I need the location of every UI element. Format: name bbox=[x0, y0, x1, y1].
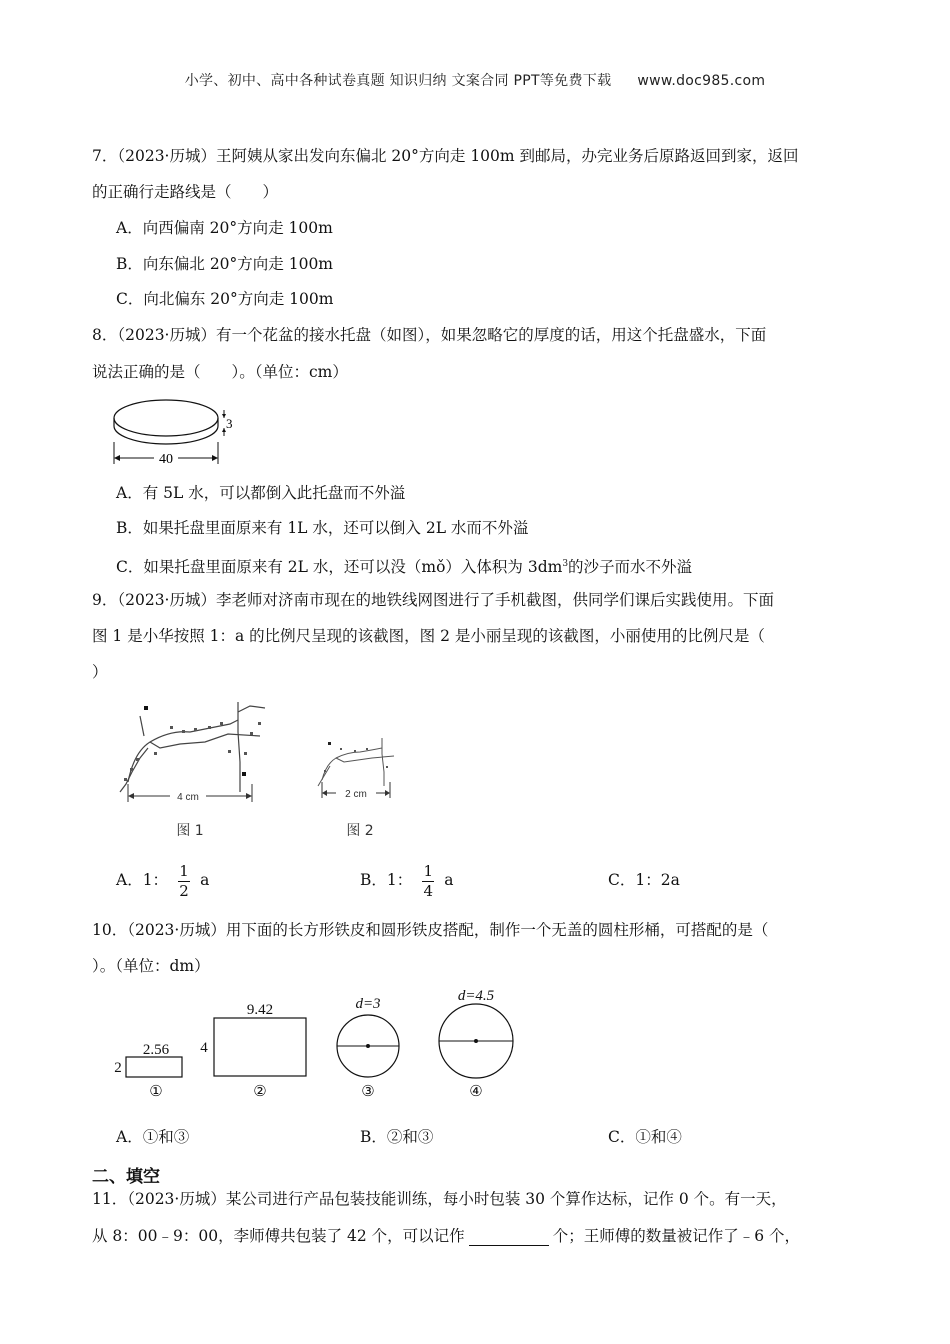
tray-figure bbox=[106, 394, 246, 470]
q10-line1: 10．（2023·历城）用下面的长方形铁皮和圆形铁皮搭配，制作一个无盖的圆柱形桶，可搭配的是（ bbox=[92, 921, 769, 939]
tray-top-ellipse bbox=[114, 400, 218, 436]
q8-option-c[interactable]: C．如果托盘里面原来有 2L 水，还可以没（mǒ）入体积为 $3dm^3$的沙子而水不外溢 bbox=[116, 558, 693, 577]
q9-option-a[interactable]: A．1： $\frac{1}{2}$ a bbox=[116, 861, 210, 900]
rect1-top-label: 2.56 bbox=[142, 1042, 170, 1058]
q8-option-b[interactable]: B．如果托盘里面原来有 1L 水，还可以倒入 2L 水而不外溢 bbox=[116, 519, 529, 537]
q10-line2: ）。（单位：dm） bbox=[92, 957, 210, 975]
q8-line1: 8．（2023·历城）有一个花盆的接水托盘（如图），如果忽略它的厚度的话，用这个托盘盛水，下面 bbox=[92, 326, 767, 344]
fig1-scale-label: 4 cm bbox=[177, 792, 199, 803]
fraction-one-half: $\frac{1}{2}$ bbox=[179, 861, 189, 900]
q8-line2: 说法正确的是（ ）。（单位：cm） bbox=[92, 363, 348, 381]
height-label: 3 bbox=[226, 416, 233, 431]
q10-option-c[interactable]: C．①和④ bbox=[608, 1128, 682, 1146]
section-title: 二、填空 bbox=[92, 1167, 160, 1187]
circle4-label: d=4.5 bbox=[457, 988, 495, 1004]
rect2-shape bbox=[214, 1018, 306, 1076]
q7-option-a[interactable]: A．向西偏南 20°方向走 100m bbox=[116, 219, 333, 237]
q11-line1: 11．（2023·历城）某公司进行产品包装技能训练，每小时包装 30 个算作达标，记作 0 个。有一天， bbox=[92, 1190, 787, 1208]
page-header bbox=[0, 70, 950, 90]
header-url: www.doc985.com bbox=[637, 73, 766, 89]
q9-line3: ） bbox=[92, 663, 108, 681]
q7-option-c[interactable]: C．向北偏东 20°方向走 100m bbox=[116, 290, 334, 308]
metro-map-fig2 bbox=[310, 730, 410, 842]
fig2-scale-label: 2 cm bbox=[345, 789, 367, 800]
q9-option-b[interactable]: B．1： $\frac{1}{4}$ a bbox=[360, 861, 454, 900]
metro-map-fig1 bbox=[110, 692, 275, 842]
rect2-side-label: 4 bbox=[200, 1040, 208, 1056]
rect1-mark: ① bbox=[149, 1084, 163, 1100]
header-text: 小学、初中、高中各种试卷真题 知识归纳 文案合同 PPT等免费下载 bbox=[184, 73, 612, 89]
rect2-mark: ② bbox=[253, 1084, 267, 1100]
q10-option-a[interactable]: A．①和③ bbox=[116, 1128, 190, 1146]
rect2-top-label: 9.42 bbox=[246, 1002, 274, 1018]
q10-option-b[interactable]: B．②和③ bbox=[360, 1128, 434, 1146]
fraction-one-quarter: $\frac{1}{4}$ bbox=[423, 861, 434, 900]
rect1-side-label: 2 bbox=[114, 1060, 122, 1076]
circle3-mark: ③ bbox=[361, 1084, 375, 1100]
q7-option-b[interactable]: B．向东偏北 20°方向走 100m bbox=[116, 255, 334, 273]
circle3-label: d=3 bbox=[355, 996, 381, 1012]
q9-line2: 图 1 是小华按照 1：a 的比例尺呈现的该截图，图 2 是小丽呈现的该截图，小丽使用的比例尺是（ bbox=[92, 627, 765, 645]
q8-option-a[interactable]: A．有 5L 水，可以都倒入此托盘而不外溢 bbox=[116, 484, 406, 502]
q9-option-c[interactable]: C．1：2a bbox=[608, 871, 680, 889]
fig2-caption: 图 2 bbox=[346, 823, 374, 839]
iron-sheets-figure bbox=[100, 984, 520, 1104]
q9-line1: 9．（2023·历城）李老师对济南市现在的地铁线网图进行了手机截图，供同学们课后实践使用。下面 bbox=[92, 591, 774, 609]
fig1-caption: 图 1 bbox=[176, 823, 204, 839]
q7-line2: 的正确行走路线是（ ） bbox=[92, 183, 279, 201]
circle4-mark: ④ bbox=[469, 1084, 483, 1100]
q11-line2: 从 8：00﹣9：00，李师傅共包装了 42 个，可以记作 个；王师傅的数量被记作了﹣6 个， bbox=[92, 1227, 800, 1245]
rect1-shape bbox=[126, 1057, 182, 1077]
diameter-label: 40 bbox=[159, 452, 173, 467]
q7-line1: 7．（2023·历城）王阿姨从家出发向东偏北 20°方向走 100m 到邮局，办完业务后原路返回到家，返回 bbox=[92, 147, 799, 165]
answer-blank[interactable] bbox=[469, 1229, 549, 1246]
